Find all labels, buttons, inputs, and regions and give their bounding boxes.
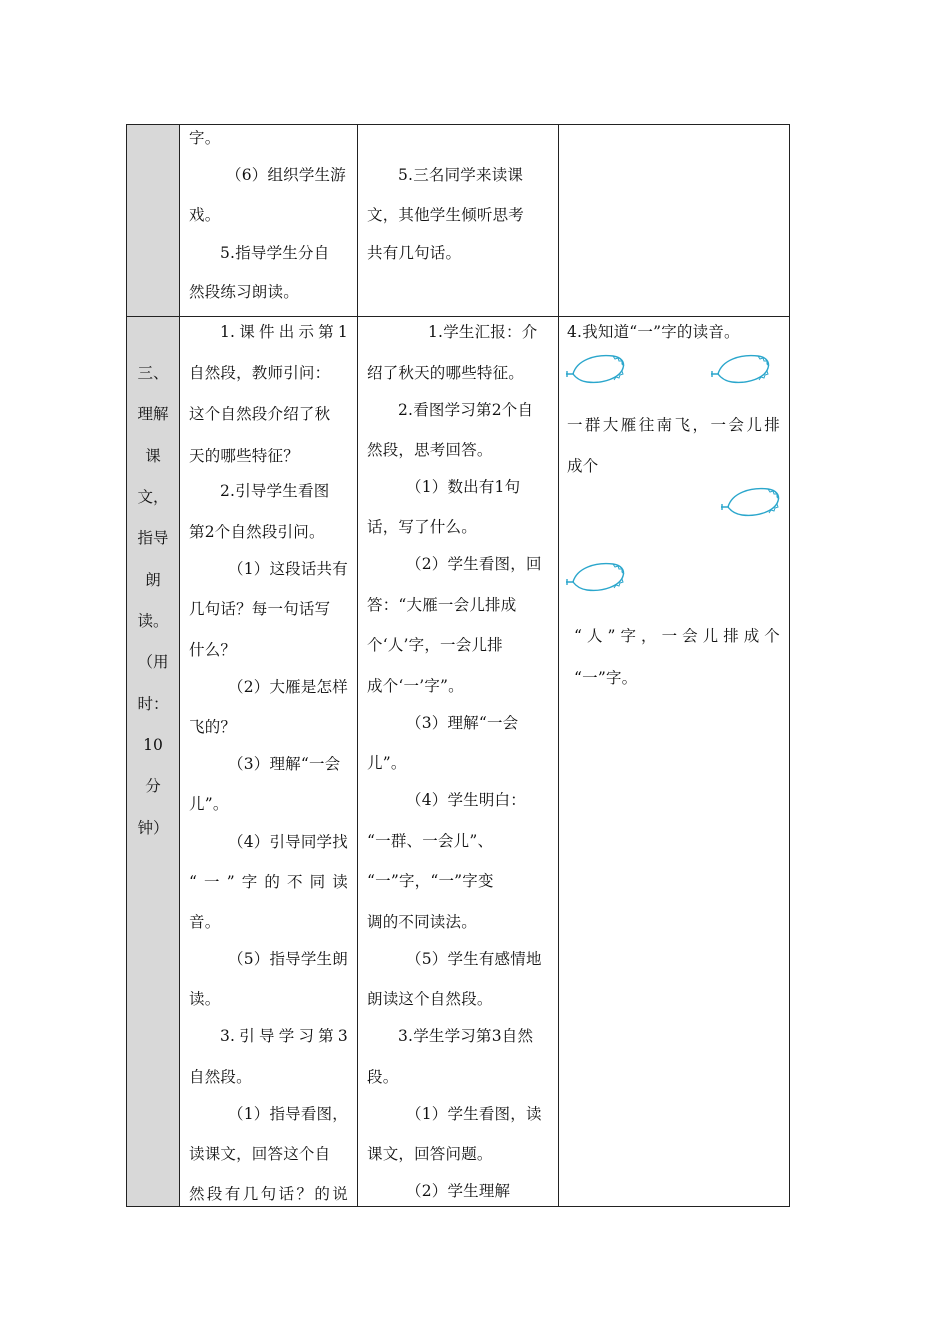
teacher-activity-line: 第2个自然段引问。: [189, 523, 325, 541]
teacher-activity-line: 自然段，教师引问：: [189, 364, 331, 382]
student-activity-line: 课文，回答问题。: [367, 1145, 493, 1163]
teacher-activity-line: 3.引导学习第3: [220, 1027, 348, 1045]
teacher-activity-line: 自然段。: [189, 1068, 252, 1086]
section-label-char: 10: [143, 736, 163, 754]
table-border-top: [126, 124, 790, 125]
student-activity-line: 1.学生汇报：介: [428, 323, 538, 341]
student-activity-line: （2）学生看图，回: [406, 555, 542, 573]
teacher-activity-line: 几句话？每一句话写: [189, 600, 331, 618]
student-activity-line: （1）学生看图，读: [406, 1105, 542, 1123]
column-divider-3: [558, 124, 559, 1207]
student-activity-line: 个‘人’字，一会儿排: [367, 636, 503, 654]
board-design-line: 一群大雁往南飞，一会儿排: [567, 416, 780, 434]
teacher-activity-line: 然段有几句话？的说: [189, 1185, 348, 1203]
column-divider-1: [179, 124, 180, 1207]
student-activity-line: 答：“大雁一会儿排成: [367, 596, 517, 614]
leaf-icon: [565, 560, 627, 594]
section-label-char: 文，: [137, 488, 169, 506]
teacher-activity-line: “一”字的不同读: [189, 873, 348, 891]
teacher-activity-line: 这个自然段介绍了秋: [189, 405, 331, 423]
student-activity-line: （2）学生理解: [406, 1182, 511, 1200]
student-activity-line: “一”字，“一”字变: [367, 872, 494, 890]
board-design-line: 4.我知道“一”字的读音。: [567, 323, 740, 341]
teacher-activity-line: 2.引导学生看图: [220, 482, 330, 500]
section-label-char: 理解: [137, 405, 169, 423]
table-border-right: [789, 124, 790, 1207]
teacher-activity-line: （4）引导同学找: [228, 833, 348, 851]
student-activity-line: （3）理解“一会: [406, 714, 519, 732]
teacher-activity-line: （2）大雁是怎样: [228, 678, 348, 696]
board-design-line: “人”字，一会儿排成个: [574, 627, 780, 645]
row1-teacher-line: 5.指导学生分自: [220, 244, 330, 262]
row1-teacher-line: 字。: [189, 129, 221, 147]
section-label-char: 三、: [137, 364, 169, 382]
student-activity-line: 成个‘一’字”。: [367, 677, 464, 695]
section-label-char: 课: [145, 447, 161, 465]
student-activity-line: 段。: [367, 1068, 399, 1086]
teacher-activity-line: 儿”。: [189, 795, 229, 813]
student-activity-line: 3.学生学习第3自然: [398, 1027, 534, 1045]
section-label-char: 钟）: [137, 819, 169, 837]
section-label-char: 分: [145, 777, 161, 795]
teacher-activity-line: （3）理解“一会: [228, 755, 341, 773]
section-label-char: 指导: [137, 529, 169, 547]
teacher-activity-line: 天的哪些特征？: [189, 447, 299, 465]
student-activity-line: 然段，思考回答。: [367, 441, 493, 459]
row1-teacher-line: （6）组织学生游: [226, 166, 346, 184]
section-label-char: 时：: [137, 695, 169, 713]
column-divider-2: [357, 124, 358, 1207]
student-activity-line: 儿”。: [367, 754, 407, 772]
student-activity-line: 调的不同读法。: [367, 913, 477, 931]
section-label-char: 朗: [145, 571, 161, 589]
table-border-bottom: [126, 1206, 790, 1207]
section-label-char: （用: [137, 653, 169, 671]
teacher-activity-line: 飞的？: [189, 718, 237, 736]
student-activity-line: （4）学生明白：: [406, 791, 526, 809]
student-activity-line: 2.看图学习第2个自: [398, 401, 534, 419]
row1-student-line: 5.三名同学来读课: [398, 166, 524, 184]
row1-student-line: 共有几句话。: [367, 244, 462, 262]
teacher-activity-line: 读。: [189, 990, 221, 1008]
row1-student-line: 文，其他学生倾听思考: [367, 206, 525, 224]
teacher-activity-line: 音。: [189, 913, 221, 931]
board-design-line: 成个: [567, 457, 599, 475]
leaf-icon: [710, 352, 772, 386]
student-activity-line: （5）学生有感情地: [406, 950, 542, 968]
student-activity-line: 话，写了什么。: [367, 518, 477, 536]
board-design-line: “一”字。: [574, 669, 638, 687]
section-label-char: 读。: [137, 612, 169, 630]
row1-teacher-line: 然段练习朗读。: [189, 283, 299, 301]
teacher-activity-line: 什么？: [189, 641, 237, 659]
student-activity-line: 朗读这个自然段。: [367, 990, 493, 1008]
student-activity-line: “一群、一会儿”、: [367, 832, 494, 850]
teacher-activity-line: 1.课件出示第1: [220, 323, 348, 341]
leaf-icon: [720, 485, 782, 519]
row-divider: [126, 316, 790, 317]
teacher-activity-line: 读课文，回答这个自: [189, 1145, 331, 1163]
teacher-activity-line: （1）指导看图，: [228, 1105, 348, 1123]
leaf-icon: [565, 352, 627, 386]
teacher-activity-line: （1）这段话共有: [228, 560, 348, 578]
row1-teacher-line: 戏。: [189, 206, 221, 224]
student-activity-line: 绍了秋天的哪些特征。: [367, 364, 525, 382]
teacher-activity-line: （5）指导学生朗: [228, 950, 348, 968]
student-activity-line: （1）数出有1句: [406, 478, 521, 496]
